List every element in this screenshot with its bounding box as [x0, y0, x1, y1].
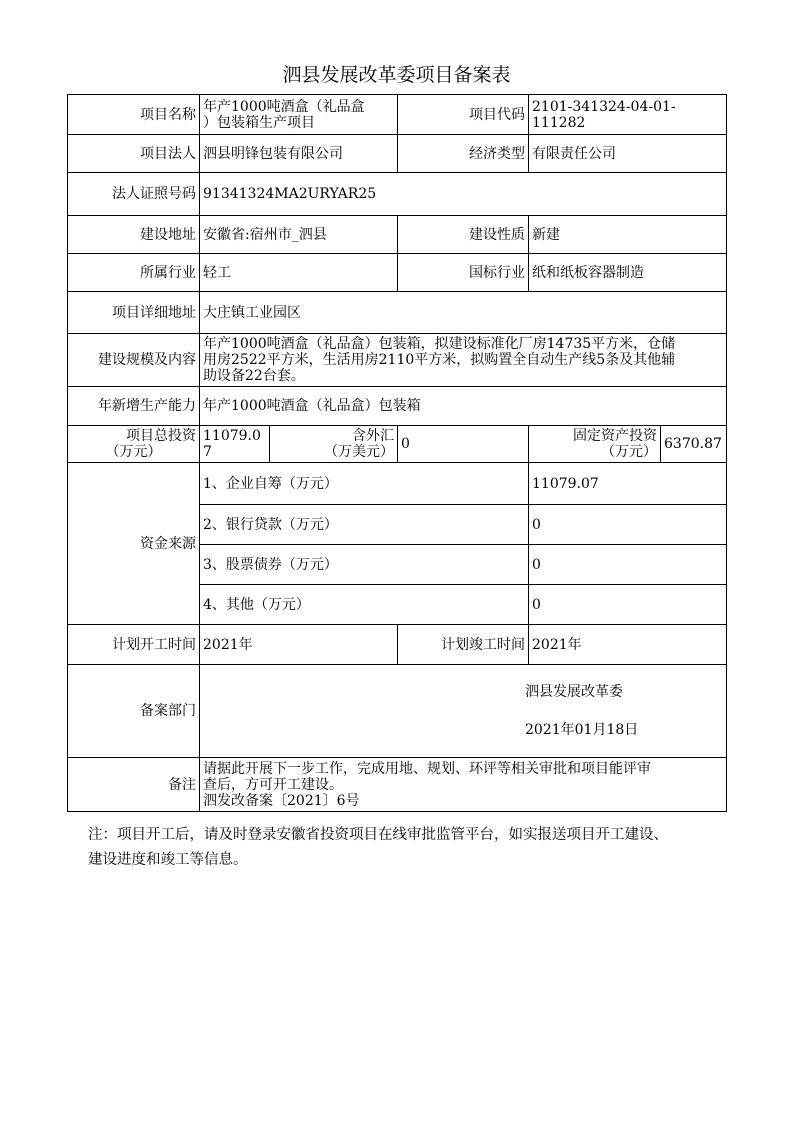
remark-value: [200, 758, 727, 812]
scale-line1: 年产1000吨酒盒（礼品盒）包装箱，拟建设标准化厂房14735平方米，仓储: [203, 336, 676, 352]
nature-value: 新建: [529, 216, 727, 254]
funding-label: 资金来源: [68, 463, 200, 625]
total-invest-label: [68, 426, 200, 463]
scale-value: [200, 334, 727, 387]
address-label: 项目详细地址: [68, 292, 200, 334]
remark-label: 备注: [68, 758, 200, 812]
project-name-label: 项目名称: [68, 95, 200, 135]
funding-item-value: 0: [529, 505, 727, 545]
license-label: 法人证照号码: [68, 173, 200, 216]
economy-type-value: 有限责任公司: [529, 135, 727, 173]
row-remark: [68, 758, 727, 812]
row-location: [68, 216, 727, 254]
remark-line1: 请据此开展下一步工作，完成用地、规划、环评等相关审批和项目能评审: [203, 760, 651, 777]
fixed-invest-value: 6370.87: [661, 426, 727, 463]
gb-industry-value: 纸和纸板容器制造: [529, 254, 727, 292]
project-name-value: [200, 95, 398, 135]
row-address: [68, 292, 727, 334]
legal-person-label: 项目法人: [68, 135, 200, 173]
record-form-table: [67, 94, 727, 812]
scale-label: 建设规模及内容: [68, 334, 200, 387]
total-invest-line2: 7: [203, 444, 212, 460]
row-scale: [68, 334, 727, 387]
row-investment: [68, 426, 727, 463]
page-title: 泗县发展改革委项目备案表: [282, 64, 511, 86]
footnote: [88, 823, 748, 873]
forex-label: [270, 426, 398, 463]
dept-label: 备案部门: [68, 665, 200, 758]
footnote-line2: 建设进度和竣工等信息。: [88, 852, 248, 868]
nature-label: 建设性质: [398, 216, 529, 254]
funding-item-label: 2、银行贷款（万元）: [200, 505, 529, 545]
remark-line2: 查后，方可开工建设。: [203, 776, 343, 793]
legal-person-value: 泗县明锋包装有限公司: [200, 135, 398, 173]
fixed-invest-label: [529, 426, 661, 463]
industry-value: 轻工: [200, 254, 398, 292]
license-value: 91341324MA2URYAR25: [200, 173, 727, 216]
location-label: 建设地址: [68, 216, 200, 254]
row-capacity: [68, 387, 727, 426]
finish-label: 计划竣工时间: [398, 625, 529, 665]
industry-label: 所属行业: [68, 254, 200, 292]
total-invest-label-line1: 项目总投资: [126, 428, 196, 444]
funding-row: [68, 463, 727, 505]
funding-item-label: 4、其他（万元）: [200, 585, 529, 625]
total-invest-line1: 11079.0: [203, 428, 261, 444]
capacity-label: 年新增生产能力: [68, 387, 200, 426]
forex-label-line1: 含外汇: [352, 428, 395, 444]
gb-industry-label: 国标行业: [398, 254, 529, 292]
total-invest-label-line2: （万元）: [105, 444, 162, 460]
funding-item-value: 11079.07: [529, 463, 727, 505]
start-value: 2021年: [200, 625, 398, 665]
scale-line3: 助设备22台套。: [203, 368, 305, 384]
location-value: 安徽省:宿州市_泗县: [200, 216, 398, 254]
forex-value: 0: [398, 426, 529, 463]
row-project-name: [68, 95, 727, 135]
fixed-invest-label-line1: 固定资产投资: [573, 428, 658, 444]
row-legal-person: [68, 135, 727, 173]
dept-name: 泗县发展改革委: [525, 684, 623, 700]
project-code-value: 2101-341324-04-01-111282: [529, 95, 727, 135]
scale-line2: 用房2522平方米，生活用房2110平方米，拟购置全自动生产线5条及其他辅: [203, 352, 676, 368]
economy-type-label: 经济类型: [398, 135, 529, 173]
funding-item-value: 0: [529, 585, 727, 625]
dept-date: 2021年01月18日: [525, 722, 639, 738]
funding-item-label: 3、股票债券（万元）: [200, 545, 529, 585]
row-schedule: [68, 625, 727, 665]
dept-value: [200, 665, 727, 758]
fixed-invest-label-line2: （万元）: [601, 444, 658, 460]
project-name-line1: 年产1000吨酒盒（礼品盒: [203, 98, 365, 115]
capacity-value: 年产1000吨酒盒（礼品盒）包装箱: [200, 387, 727, 426]
forex-label-line2: （万美元）: [324, 444, 395, 460]
funding-item-label: 1、企业自筹（万元）: [200, 463, 529, 505]
row-license: [68, 173, 727, 216]
project-name-line2: ）包装箱生产项目: [203, 114, 315, 131]
finish-value: 2021年: [529, 625, 727, 665]
funding-item-value: 0: [529, 545, 727, 585]
address-value: 大庄镇工业园区: [200, 292, 727, 334]
start-label: 计划开工时间: [68, 625, 200, 665]
dept-spacer: [525, 700, 723, 722]
project-code-label: 项目代码: [398, 95, 529, 135]
remark-line3: 泗发改备案〔2021〕6号: [203, 792, 360, 809]
row-department: [68, 665, 727, 758]
footnote-line1: 注：项目开工后，请及时登录安徽省投资项目在线审批监管平台，如实报送项目开工建设、: [88, 827, 668, 843]
total-invest-value: [200, 426, 270, 463]
row-industry: [68, 254, 727, 292]
